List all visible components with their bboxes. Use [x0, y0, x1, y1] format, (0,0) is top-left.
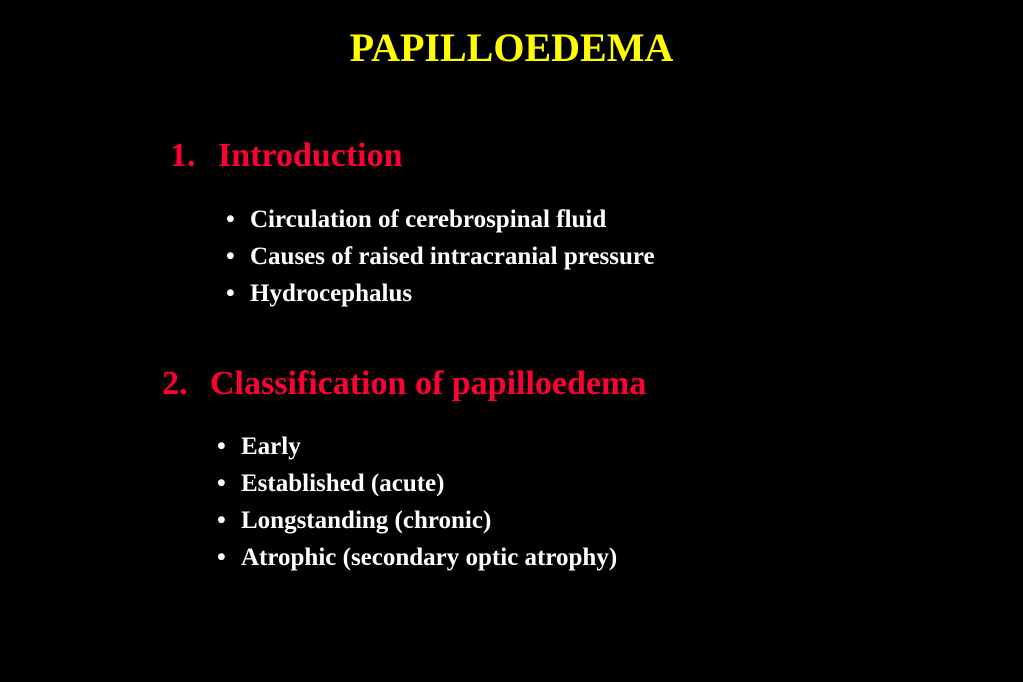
bullet-icon: • [217, 433, 226, 460]
list-item [217, 502, 617, 539]
list-item [217, 539, 617, 576]
list-item [217, 465, 617, 502]
list-item-text: Hydrocephalus [250, 280, 413, 307]
list-item-text: Longstanding (chronic) [241, 507, 492, 534]
section-heading-classification [162, 364, 646, 404]
bullet-icon: • [226, 206, 235, 233]
bullet-icon: • [217, 470, 226, 497]
section-heading-text: Introduction [218, 137, 403, 174]
section-number: 2. [162, 365, 188, 402]
slide-title: PAPILLOEDEMA [349, 25, 674, 70]
list-item-text: Atrophic (secondary optic atrophy) [241, 544, 618, 571]
list-item-text: Established (acute) [241, 470, 445, 497]
list-item [226, 238, 655, 275]
bullet-icon: • [226, 243, 235, 270]
classification-bullet-list [217, 428, 617, 576]
bullet-icon: • [217, 544, 226, 571]
bullet-icon: • [217, 507, 226, 534]
introduction-bullet-list [226, 201, 655, 312]
list-item [217, 428, 617, 465]
section-heading-introduction [170, 136, 403, 176]
list-item-text: Circulation of cerebrospinal fluid [250, 206, 607, 233]
bullet-icon: • [226, 280, 235, 307]
section-heading-text: Classification of papilloedema [210, 365, 647, 402]
list-item [226, 275, 655, 312]
section-number: 1. [170, 137, 196, 174]
list-item-text: Causes of raised intracranial pressure [250, 243, 655, 270]
list-item [226, 201, 655, 238]
list-item-text: Early [241, 433, 301, 460]
